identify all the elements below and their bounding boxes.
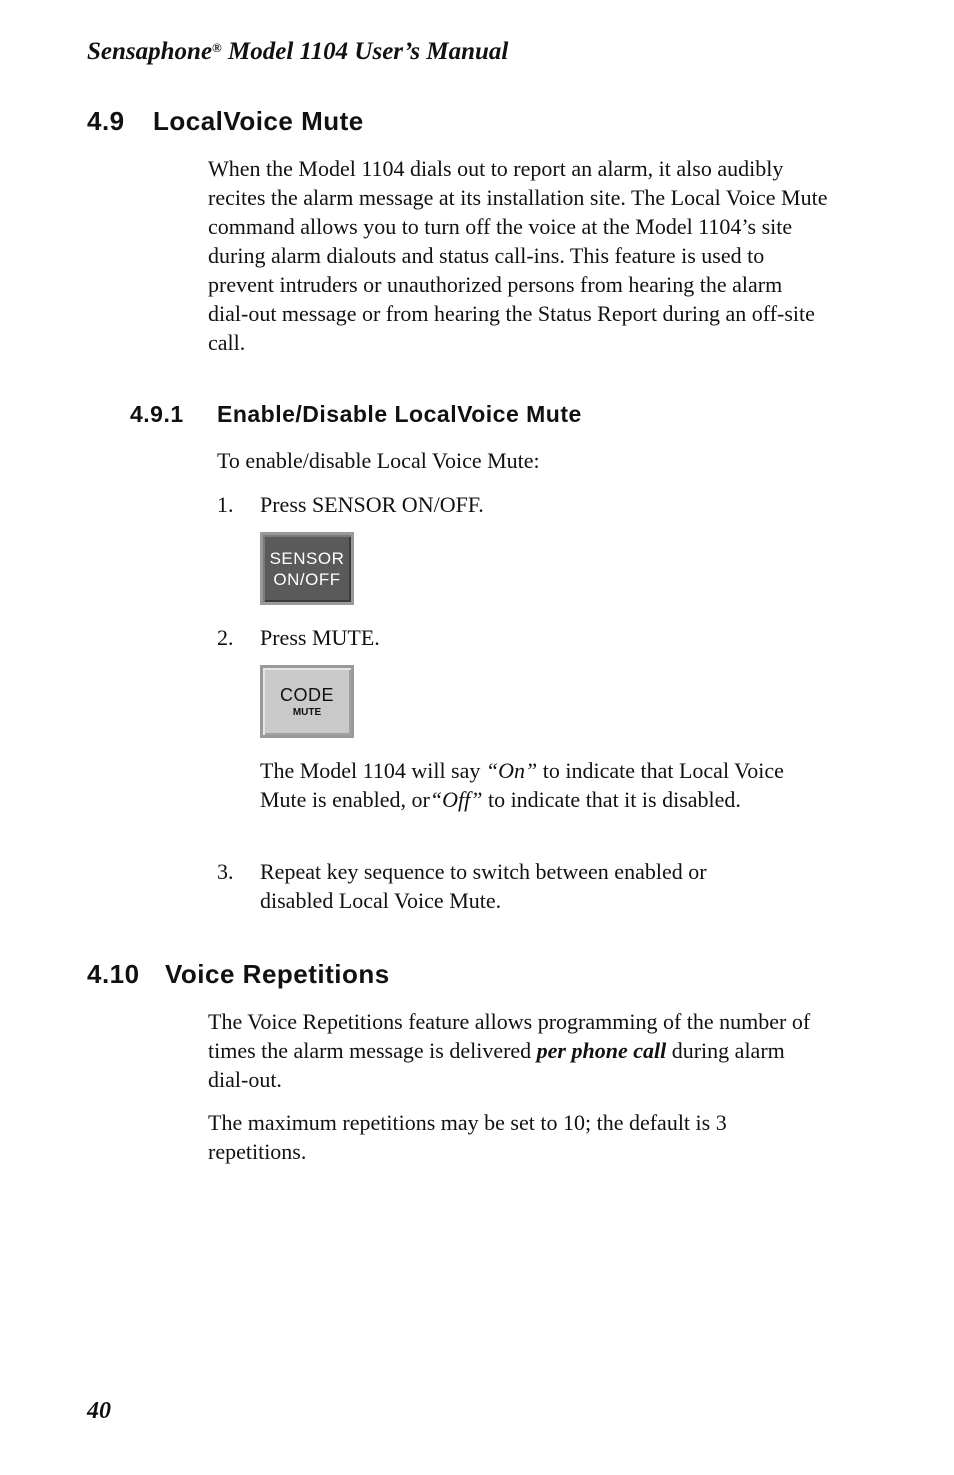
section-title: Voice Repetitions: [165, 959, 390, 989]
registered-mark: ®: [212, 40, 222, 55]
section-4-9-body: When the Model 1104 dials out to report an alarm, it also audibly recites the alarm message at its installation site. The Local Voice Mute command allows you to turn off the voice at the Model 1104’s site during alarm dialouts and status call-ins. This feature is used to prevent intruders or unauthorized persons from hearing the alarm dial-out message or from hearing the Status Report during an off-site call.: [208, 156, 828, 355]
step-number: 2.: [217, 625, 234, 650]
section-title: LocalVoice Mute: [153, 106, 364, 136]
subsection-number: 4.9.1: [130, 401, 184, 427]
section-number: 4.10: [87, 959, 140, 989]
step-number: 1.: [217, 492, 234, 517]
key-label-line1: SENSOR: [269, 548, 345, 568]
body-text: The Voice Repetitions feature allows programming of the number of times the alarm message is delivered: [208, 1009, 811, 1063]
note-text: to indicate that it is disabled.: [482, 787, 741, 812]
section-heading-4-9: [87, 106, 364, 137]
note-on: “On”: [485, 758, 538, 783]
note-text: to indicate that Local Voice Mute is enabled, or: [260, 758, 784, 812]
key-label-line2: MUTE: [292, 706, 322, 718]
mute-note: [260, 756, 800, 814]
subsection-intro: To enable/disable Local Voice Mute:: [217, 448, 540, 473]
header-brand: Sensaphone: [87, 38, 213, 65]
running-header: [87, 38, 508, 66]
sensor-on-off-key-image: [260, 532, 354, 605]
body-text: during alarm dial-out.: [208, 1038, 785, 1092]
step-text: Press SENSOR ON/OFF.: [260, 492, 484, 517]
note-off: “Off”: [429, 787, 483, 812]
note-text: The Model 1104 will say: [260, 758, 486, 783]
subsection-title: Enable/Disable LocalVoice Mute: [217, 401, 582, 427]
step-number: 3.: [217, 859, 234, 884]
step-text: Press MUTE.: [260, 625, 380, 650]
subsection-heading-4-9-1: [130, 401, 582, 428]
header-title: Model 1104 User’s Manual: [221, 38, 509, 65]
section-heading-4-10: [87, 959, 390, 990]
step-text: Repeat key sequence to switch between enabled or disabled Local Voice Mute.: [260, 859, 707, 913]
key-label-line2: ON/OFF: [273, 569, 341, 589]
section-4-10-body-2: The maximum repetitions may be set to 10; the default is 3 repetitions.: [208, 1110, 727, 1164]
page-number: 40: [87, 1398, 111, 1424]
code-mute-key-image: [260, 665, 354, 738]
emphasis-per-phone-call: per phone call: [536, 1038, 667, 1063]
key-label-line1: CODE: [279, 684, 334, 705]
section-number: 4.9: [87, 106, 125, 136]
section-4-10-body: [208, 1007, 828, 1094]
